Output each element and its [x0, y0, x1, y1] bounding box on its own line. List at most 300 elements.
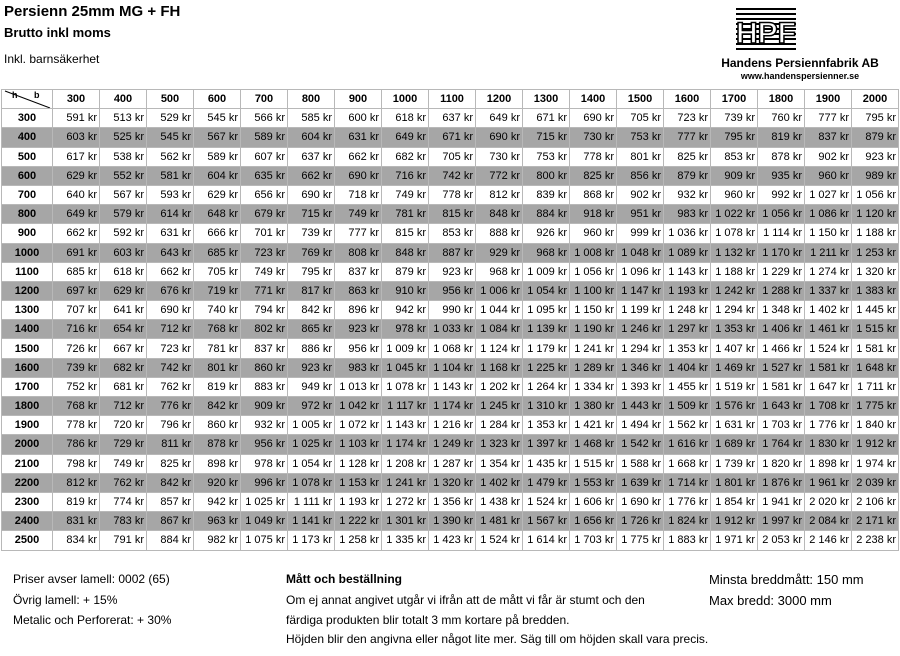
price-cell: 837 kr	[241, 339, 288, 358]
price-cell: 932 kr	[664, 185, 711, 204]
price-cell: 1 188 kr	[852, 224, 899, 243]
table-row	[2, 301, 899, 320]
price-cell: 681 kr	[100, 377, 147, 396]
price-cell: 884 kr	[523, 205, 570, 224]
price-cell: 1 033 kr	[429, 320, 476, 339]
price-cell: 791 kr	[100, 531, 147, 550]
price-cell: 989 kr	[852, 166, 899, 185]
width-header-2000: 2000	[852, 90, 899, 109]
price-cell: 1 726 kr	[617, 512, 664, 531]
price-cell: 762 kr	[147, 377, 194, 396]
price-cell: 617 kr	[53, 147, 100, 166]
price-cell: 662 kr	[147, 262, 194, 281]
price-cell: 2 039 kr	[852, 473, 899, 492]
price-cell: 1 820 kr	[758, 454, 805, 473]
table-row	[2, 185, 899, 204]
width-header-1200: 1200	[476, 90, 523, 109]
price-cell: 723 kr	[241, 243, 288, 262]
table-row	[2, 147, 899, 166]
company-website: www.handenspersienner.se	[740, 71, 860, 81]
price-cell: 1 354 kr	[476, 454, 523, 473]
price-cell: 579 kr	[100, 205, 147, 224]
price-cell: 867 kr	[147, 512, 194, 531]
table-row	[2, 109, 899, 128]
price-cell: 860 kr	[241, 358, 288, 377]
price-cell: 1 242 kr	[711, 281, 758, 300]
price-cell: 662 kr	[53, 224, 100, 243]
table-row	[2, 205, 899, 224]
price-cell: 1 494 kr	[617, 416, 664, 435]
price-cell: 1 072 kr	[335, 416, 382, 435]
price-cell: 1 562 kr	[664, 416, 711, 435]
price-cell: 929 kr	[476, 243, 523, 262]
price-cell: 1 301 kr	[382, 512, 429, 531]
price-cell: 1 013 kr	[335, 377, 382, 396]
price-cell: 1 124 kr	[476, 339, 523, 358]
price-cell: 1 703 kr	[758, 416, 805, 435]
price-cell: 1 249 kr	[429, 435, 476, 454]
price-cell: 1 114 kr	[758, 224, 805, 243]
price-cell: 740 kr	[194, 301, 241, 320]
price-cell: 1 022 kr	[711, 205, 758, 224]
price-cell: 1 297 kr	[664, 320, 711, 339]
price-cell: 923 kr	[335, 320, 382, 339]
price-cell: 1 631 kr	[711, 416, 758, 435]
height-label: 600	[2, 166, 53, 185]
price-cell: 884 kr	[147, 531, 194, 550]
price-cell: 629 kr	[194, 185, 241, 204]
height-label: 2500	[2, 531, 53, 550]
price-cell: 1 054 kr	[523, 281, 570, 300]
price-cell: 1 009 kr	[382, 339, 429, 358]
price-cell: 604 kr	[194, 166, 241, 185]
price-cell: 1 225 kr	[523, 358, 570, 377]
price-cell: 739 kr	[711, 109, 758, 128]
price-cell: 1 353 kr	[523, 416, 570, 435]
price-cell: 1 438 kr	[476, 492, 523, 511]
price-cell: 1 173 kr	[288, 531, 335, 550]
price-cell: 1 274 kr	[805, 262, 852, 281]
footer-note-other-lamell: Övrig lamell: + 15%	[13, 593, 118, 607]
price-cell: 960 kr	[805, 166, 852, 185]
price-cell: 581 kr	[147, 166, 194, 185]
price-cell: 552 kr	[100, 166, 147, 185]
price-cell: 641 kr	[100, 301, 147, 320]
price-cell: 1 576 kr	[711, 397, 758, 416]
width-header-1500: 1500	[617, 90, 664, 109]
price-cell: 730 kr	[570, 128, 617, 147]
price-cell: 1 132 kr	[711, 243, 758, 262]
price-cell: 956 kr	[241, 435, 288, 454]
price-cell: 1 294 kr	[617, 339, 664, 358]
price-cell: 777 kr	[805, 109, 852, 128]
company-name: Handens Persiennfabrik AB	[721, 56, 879, 70]
price-cell: 1 120 kr	[852, 205, 899, 224]
price-cell: 1 005 kr	[288, 416, 335, 435]
price-cell: 825 kr	[147, 454, 194, 473]
price-cell: 1 084 kr	[476, 320, 523, 339]
price-cell: 589 kr	[194, 147, 241, 166]
price-cell: 1 581 kr	[758, 377, 805, 396]
price-cell: 1 168 kr	[476, 358, 523, 377]
price-cell: 956 kr	[429, 281, 476, 300]
price-cell: 691 kr	[53, 243, 100, 262]
price-cell: 1 974 kr	[852, 454, 899, 473]
price-cell: 679 kr	[241, 205, 288, 224]
price-cell: 1 588 kr	[617, 454, 664, 473]
price-cell: 1 690 kr	[617, 492, 664, 511]
price-cell: 1 025 kr	[241, 492, 288, 511]
height-label: 2000	[2, 435, 53, 454]
price-cell: 982 kr	[194, 531, 241, 550]
price-cell: 685 kr	[53, 262, 100, 281]
price-cell: 1 515 kr	[570, 454, 617, 473]
price-cell: 631 kr	[147, 224, 194, 243]
price-cell: 883 kr	[241, 377, 288, 396]
price-cell: 1 714 kr	[664, 473, 711, 492]
price-cell: 972 kr	[288, 397, 335, 416]
price-cell: 585 kr	[288, 109, 335, 128]
price-cell: 1 776 kr	[805, 416, 852, 435]
table-row	[2, 128, 899, 147]
price-cell: 649 kr	[53, 205, 100, 224]
price-cell: 726 kr	[53, 339, 100, 358]
price-cell: 2 106 kr	[852, 492, 899, 511]
price-cell: 671 kr	[523, 109, 570, 128]
price-cell: 949 kr	[288, 377, 335, 396]
height-label: 1400	[2, 320, 53, 339]
price-cell: 831 kr	[53, 512, 100, 531]
price-cell: 690 kr	[335, 166, 382, 185]
price-cell: 769 kr	[288, 243, 335, 262]
price-cell: 1 515 kr	[852, 320, 899, 339]
price-cell: 1 042 kr	[335, 397, 382, 416]
price-cell: 860 kr	[194, 416, 241, 435]
price-cell: 715 kr	[523, 128, 570, 147]
price-cell: 781 kr	[194, 339, 241, 358]
price-cell: 739 kr	[288, 224, 335, 243]
price-cell: 1 054 kr	[288, 454, 335, 473]
width-header-300: 300	[53, 90, 100, 109]
price-cell: 753 kr	[523, 147, 570, 166]
price-cell: 593 kr	[147, 185, 194, 204]
price-cell: 992 kr	[758, 185, 805, 204]
price-cell: 1 229 kr	[758, 262, 805, 281]
price-cell: 774 kr	[100, 492, 147, 511]
price-cell: 1 104 kr	[429, 358, 476, 377]
price-cell: 786 kr	[53, 435, 100, 454]
price-cell: 1 606 kr	[570, 492, 617, 511]
price-cell: 1 468 kr	[570, 435, 617, 454]
min-width-note: Minsta breddmått: 150 mm	[709, 572, 864, 587]
price-cell: 631 kr	[335, 128, 382, 147]
price-cell: 1 188 kr	[711, 262, 758, 281]
price-cell: 842 kr	[288, 301, 335, 320]
svg-text:HPF: HPF	[736, 17, 796, 50]
price-cell: 705 kr	[429, 147, 476, 166]
price-cell: 1 775 kr	[617, 531, 664, 550]
price-cell: 1 445 kr	[852, 301, 899, 320]
price-cell: 1 776 kr	[664, 492, 711, 511]
price-cell: 819 kr	[194, 377, 241, 396]
price-cell: 999 kr	[617, 224, 664, 243]
price-cell: 648 kr	[194, 205, 241, 224]
price-cell: 819 kr	[53, 492, 100, 511]
price-cell: 720 kr	[100, 416, 147, 435]
price-cell: 996 kr	[241, 473, 288, 492]
price-cell: 963 kr	[194, 512, 241, 531]
price-cell: 856 kr	[617, 166, 664, 185]
height-label: 1600	[2, 358, 53, 377]
price-cell: 837 kr	[805, 128, 852, 147]
price-cell: 1 337 kr	[805, 281, 852, 300]
price-cell: 1 668 kr	[664, 454, 711, 473]
order-line-1: Om ej annat angivet utgår vi ifrån att de mått vi får är stumt och den	[286, 593, 645, 607]
price-cell: 1 078 kr	[382, 377, 429, 396]
table-row	[2, 224, 899, 243]
price-cell: 662 kr	[335, 147, 382, 166]
price-cell: 562 kr	[147, 147, 194, 166]
price-cell: 1 581 kr	[852, 339, 899, 358]
price-cell: 1 406 kr	[758, 320, 805, 339]
price-cell: 1 294 kr	[711, 301, 758, 320]
price-cell: 819 kr	[758, 128, 805, 147]
price-cell: 1 876 kr	[758, 473, 805, 492]
price-cell: 1 211 kr	[805, 243, 852, 262]
price-cell: 839 kr	[523, 185, 570, 204]
width-header-1800: 1800	[758, 90, 805, 109]
table-row	[2, 492, 899, 511]
price-cell: 1 044 kr	[476, 301, 523, 320]
price-cell: 857 kr	[147, 492, 194, 511]
price-cell: 772 kr	[476, 166, 523, 185]
price-cell: 1 524 kr	[476, 531, 523, 550]
price-cell: 1 143 kr	[664, 262, 711, 281]
price-cell: 795 kr	[711, 128, 758, 147]
price-cell: 896 kr	[335, 301, 382, 320]
price-cell: 1 971 kr	[711, 531, 758, 550]
price-cell: 2 053 kr	[758, 531, 805, 550]
price-cell: 853 kr	[711, 147, 758, 166]
price-cell: 2 238 kr	[852, 531, 899, 550]
price-cell: 815 kr	[382, 224, 429, 243]
price-cell: 1 128 kr	[335, 454, 382, 473]
price-cell: 701 kr	[241, 224, 288, 243]
price-cell: 1 353 kr	[711, 320, 758, 339]
price-cell: 618 kr	[100, 262, 147, 281]
price-cell: 990 kr	[429, 301, 476, 320]
height-label: 700	[2, 185, 53, 204]
price-cell: 923 kr	[288, 358, 335, 377]
price-cell: 1 898 kr	[805, 454, 852, 473]
price-cell: 723 kr	[147, 339, 194, 358]
price-cell: 1 284 kr	[476, 416, 523, 435]
price-cell: 795 kr	[852, 109, 899, 128]
table-row	[2, 243, 899, 262]
price-cell: 739 kr	[53, 358, 100, 377]
height-label: 1200	[2, 281, 53, 300]
price-cell: 1 527 kr	[758, 358, 805, 377]
width-header-1700: 1700	[711, 90, 758, 109]
price-cell: 1 854 kr	[711, 492, 758, 511]
price-cell: 1 075 kr	[241, 531, 288, 550]
price-cell: 676 kr	[147, 281, 194, 300]
price-cell: 1 289 kr	[570, 358, 617, 377]
price-cell: 777 kr	[664, 128, 711, 147]
price-cell: 888 kr	[476, 224, 523, 243]
price-cell: 902 kr	[805, 147, 852, 166]
price-cell: 2 146 kr	[805, 531, 852, 550]
price-cell: 1 435 kr	[523, 454, 570, 473]
price-cell: 960 kr	[570, 224, 617, 243]
price-cell: 1 647 kr	[805, 377, 852, 396]
height-label: 800	[2, 205, 53, 224]
price-cell: 783 kr	[100, 512, 147, 531]
price-cell: 1 323 kr	[476, 435, 523, 454]
price-cell: 752 kr	[53, 377, 100, 396]
price-cell: 1 153 kr	[335, 473, 382, 492]
table-row	[2, 454, 899, 473]
price-cell: 1 264 kr	[523, 377, 570, 396]
price-cell: 853 kr	[429, 224, 476, 243]
price-cell: 685 kr	[194, 243, 241, 262]
price-cell: 1 455 kr	[664, 377, 711, 396]
price-cell: 794 kr	[241, 301, 288, 320]
price-cell: 1 096 kr	[617, 262, 664, 281]
price-cell: 1 287 kr	[429, 454, 476, 473]
price-cell: 749 kr	[335, 205, 382, 224]
price-cell: 715 kr	[288, 205, 335, 224]
footer-note-metalic: Metalic och Perforerat: + 30%	[13, 613, 172, 627]
price-cell: 762 kr	[100, 473, 147, 492]
price-cell: 801 kr	[617, 147, 664, 166]
price-cell: 1 840 kr	[852, 416, 899, 435]
price-cell: 690 kr	[147, 301, 194, 320]
price-cell: 777 kr	[335, 224, 382, 243]
price-cell: 1 553 kr	[570, 473, 617, 492]
page-subtitle: Brutto inkl moms	[4, 25, 111, 40]
height-label: 1800	[2, 397, 53, 416]
price-cell: 920 kr	[194, 473, 241, 492]
price-cell: 968 kr	[476, 262, 523, 281]
price-cell: 1 519 kr	[711, 377, 758, 396]
price-cell: 637 kr	[288, 147, 335, 166]
price-cell: 1 346 kr	[617, 358, 664, 377]
price-cell: 1 245 kr	[476, 397, 523, 416]
price-cell: 1 383 kr	[852, 281, 899, 300]
price-cell: 567 kr	[194, 128, 241, 147]
table-row	[2, 512, 899, 531]
price-cell: 1 393 kr	[617, 377, 664, 396]
width-header-800: 800	[288, 90, 335, 109]
price-cell: 798 kr	[53, 454, 100, 473]
price-cell: 1 380 kr	[570, 397, 617, 416]
table-row	[2, 358, 899, 377]
price-cell: 662 kr	[288, 166, 335, 185]
price-cell: 1 421 kr	[570, 416, 617, 435]
price-cell: 978 kr	[382, 320, 429, 339]
price-cell: 923 kr	[429, 262, 476, 281]
table-row	[2, 377, 899, 396]
price-cell: 600 kr	[335, 109, 382, 128]
price-cell: 603 kr	[100, 243, 147, 262]
width-header-1900: 1900	[805, 90, 852, 109]
price-cell: 545 kr	[194, 109, 241, 128]
price-cell: 2 084 kr	[805, 512, 852, 531]
price-cell: 1 402 kr	[805, 301, 852, 320]
order-heading: Mått och beställning	[286, 572, 403, 586]
price-cell: 1 348 kr	[758, 301, 805, 320]
price-cell: 1 703 kr	[570, 531, 617, 550]
price-cell: 637 kr	[429, 109, 476, 128]
price-cell: 1 241 kr	[382, 473, 429, 492]
price-cell: 629 kr	[100, 281, 147, 300]
price-cell: 592 kr	[100, 224, 147, 243]
price-cell: 712 kr	[100, 397, 147, 416]
child-safety-note: Inkl. barnsäkerhet	[4, 52, 100, 66]
price-cell: 768 kr	[194, 320, 241, 339]
price-cell: 1 310 kr	[523, 397, 570, 416]
price-cell: 1 824 kr	[664, 512, 711, 531]
price-cell: 1 199 kr	[617, 301, 664, 320]
price-cell: 1 883 kr	[664, 531, 711, 550]
price-cell: 879 kr	[664, 166, 711, 185]
price-cell: 879 kr	[852, 128, 899, 147]
price-cell: 776 kr	[147, 397, 194, 416]
price-cell: 1 216 kr	[429, 416, 476, 435]
price-cell: 1 258 kr	[335, 531, 382, 550]
price-cell: 778 kr	[53, 416, 100, 435]
price-cell: 1 423 kr	[429, 531, 476, 550]
price-cell: 1 006 kr	[476, 281, 523, 300]
price-cell: 2 171 kr	[852, 512, 899, 531]
price-cell: 1 103 kr	[335, 435, 382, 454]
price-cell: 1 068 kr	[429, 339, 476, 358]
width-header-900: 900	[335, 90, 382, 109]
price-cell: 863 kr	[335, 281, 382, 300]
price-cell: 1 086 kr	[805, 205, 852, 224]
price-cell: 742 kr	[429, 166, 476, 185]
table-row	[2, 166, 899, 185]
height-label: 1900	[2, 416, 53, 435]
price-cell: 629 kr	[53, 166, 100, 185]
price-cell: 1 008 kr	[570, 243, 617, 262]
price-cell: 1 190 kr	[570, 320, 617, 339]
height-label: 1700	[2, 377, 53, 396]
height-label: 2200	[2, 473, 53, 492]
price-cell: 879 kr	[382, 262, 429, 281]
table-row	[2, 320, 899, 339]
price-cell: 730 kr	[476, 147, 523, 166]
price-cell: 1 542 kr	[617, 435, 664, 454]
price-cell: 951 kr	[617, 205, 664, 224]
width-header-1600: 1600	[664, 90, 711, 109]
price-cell: 771 kr	[241, 281, 288, 300]
max-width-note: Max bredd: 3000 mm	[709, 593, 832, 608]
price-cell: 848 kr	[476, 205, 523, 224]
price-cell: 1 170 kr	[758, 243, 805, 262]
price-cell: 707 kr	[53, 301, 100, 320]
corner-h-label: h	[12, 90, 18, 100]
price-cell: 1 141 kr	[288, 512, 335, 531]
price-cell: 768 kr	[53, 397, 100, 416]
price-cell: 1 912 kr	[711, 512, 758, 531]
price-cell: 1 656 kr	[570, 512, 617, 531]
price-cell: 1 941 kr	[758, 492, 805, 511]
price-cell: 591 kr	[53, 109, 100, 128]
width-header-400: 400	[100, 90, 147, 109]
price-cell: 886 kr	[288, 339, 335, 358]
